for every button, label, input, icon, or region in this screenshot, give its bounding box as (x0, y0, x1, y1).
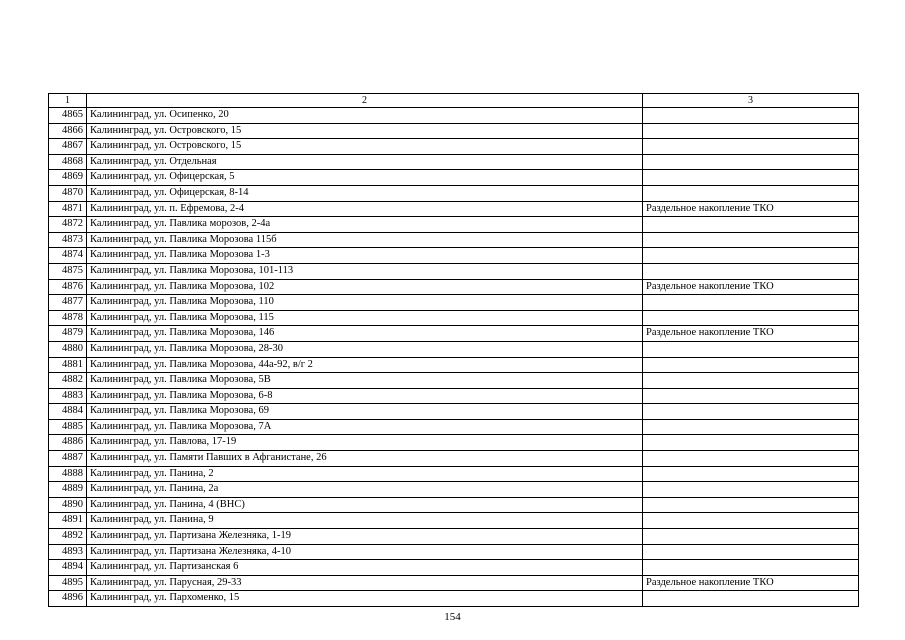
row-number-cell: 4896 (49, 591, 87, 607)
row-number-cell: 4879 (49, 326, 87, 342)
note-cell (643, 482, 859, 498)
note-cell (643, 232, 859, 248)
table-row (49, 279, 859, 295)
address-cell: Калининград, ул. Павлика Морозова 115б (87, 232, 643, 248)
row-number-cell: 4867 (49, 139, 87, 155)
table-row (49, 341, 859, 357)
row-number-cell: 4887 (49, 451, 87, 467)
note-cell (643, 513, 859, 529)
address-cell: Калининград, ул. Осипенко, 20 (87, 108, 643, 124)
row-number-cell: 4885 (49, 419, 87, 435)
note-cell (643, 591, 859, 607)
table-row (49, 482, 859, 498)
table-row (49, 591, 859, 607)
row-number-cell: 4882 (49, 373, 87, 389)
note-cell (643, 154, 859, 170)
address-cell: Калининград, ул. Панина, 4 (ВНС) (87, 497, 643, 513)
note-cell: Раздельное накопление ТКО (643, 279, 859, 295)
address-cell: Калининград, ул. Островского, 15 (87, 123, 643, 139)
note-cell (643, 497, 859, 513)
table-row (49, 466, 859, 482)
row-number-cell: 4881 (49, 357, 87, 373)
row-number-cell: 4872 (49, 217, 87, 233)
row-number-cell: 4865 (49, 108, 87, 124)
note-cell (643, 544, 859, 560)
table-row (49, 404, 859, 420)
row-number-cell: 4873 (49, 232, 87, 248)
note-cell: Раздельное накопление ТКО (643, 201, 859, 217)
address-cell: Калининград, ул. Пархоменко, 15 (87, 591, 643, 607)
table-row (49, 170, 859, 186)
table-row (49, 435, 859, 451)
address-cell: Калининград, ул. Офицерская, 5 (87, 170, 643, 186)
note-cell (643, 139, 859, 155)
table-row (49, 310, 859, 326)
note-cell: Раздельное накопление ТКО (643, 326, 859, 342)
table-row (49, 185, 859, 201)
registry-sheet (48, 93, 859, 607)
row-number-cell: 4870 (49, 185, 87, 201)
note-cell (643, 529, 859, 545)
table-row (49, 373, 859, 389)
row-number-cell: 4878 (49, 310, 87, 326)
address-cell: Калининград, ул. Павлова, 17-19 (87, 435, 643, 451)
row-number-cell: 4866 (49, 123, 87, 139)
registry-table-body (49, 94, 859, 607)
row-number-cell: 4876 (49, 279, 87, 295)
column-header-1: 1 (49, 94, 87, 108)
row-number-cell: 4868 (49, 154, 87, 170)
row-number-cell: 4877 (49, 295, 87, 311)
note-cell (643, 466, 859, 482)
table-row (49, 108, 859, 124)
address-cell: Калининград, ул. Парусная, 29-33 (87, 575, 643, 591)
row-number-cell: 4869 (49, 170, 87, 186)
table-row (49, 544, 859, 560)
address-cell: Калининград, ул. Павлика Морозова, 101-113 (87, 263, 643, 279)
table-row (49, 326, 859, 342)
row-number-cell: 4893 (49, 544, 87, 560)
address-cell: Калининград, ул. Панина, 9 (87, 513, 643, 529)
address-cell: Калининград, ул. Панина, 2а (87, 482, 643, 498)
note-cell (643, 108, 859, 124)
table-row (49, 248, 859, 264)
row-number-cell: 4895 (49, 575, 87, 591)
address-cell: Калининград, ул. Павлика Морозова, 6-8 (87, 388, 643, 404)
row-number-cell: 4874 (49, 248, 87, 264)
table-row (49, 419, 859, 435)
note-cell (643, 310, 859, 326)
address-cell: Калининград, ул. Павлика Морозова, 102 (87, 279, 643, 295)
address-cell: Калининград, ул. Партизанская 6 (87, 560, 643, 576)
row-number-cell: 4871 (49, 201, 87, 217)
note-cell (643, 451, 859, 467)
page-number: 154 (444, 611, 461, 623)
table-row (49, 357, 859, 373)
note-cell (643, 388, 859, 404)
address-cell: Калининград, ул. Павлика Морозова 1-3 (87, 248, 643, 264)
row-number-cell: 4883 (49, 388, 87, 404)
table-row (49, 575, 859, 591)
address-cell: Калининград, ул. Партизана Железняка, 1-19 (87, 529, 643, 545)
table-row (49, 154, 859, 170)
note-cell (643, 295, 859, 311)
table-row (49, 139, 859, 155)
note-cell (643, 419, 859, 435)
note-cell (643, 170, 859, 186)
address-cell: Калининград, ул. Островского, 15 (87, 139, 643, 155)
note-cell (643, 560, 859, 576)
address-cell: Калининград, ул. Павлика Морозова, 110 (87, 295, 643, 311)
table-row (49, 263, 859, 279)
note-cell (643, 435, 859, 451)
row-number-cell: 4888 (49, 466, 87, 482)
row-number-cell: 4894 (49, 560, 87, 576)
note-cell (643, 248, 859, 264)
table-row (49, 529, 859, 545)
note-cell (643, 217, 859, 233)
note-cell: Раздельное накопление ТКО (643, 575, 859, 591)
row-number-cell: 4880 (49, 341, 87, 357)
table-row (49, 232, 859, 248)
address-cell: Калининград, ул. Памяти Павших в Афганистане, 26 (87, 451, 643, 467)
table-row (49, 451, 859, 467)
table-row (49, 295, 859, 311)
note-cell (643, 404, 859, 420)
note-cell (643, 123, 859, 139)
column-header-3: 3 (643, 94, 859, 108)
address-cell: Калининград, ул. Павлика Морозова, 28-30 (87, 341, 643, 357)
table-row (49, 497, 859, 513)
address-cell: Калининград, ул. Партизана Железняка, 4-10 (87, 544, 643, 560)
address-cell: Калининград, ул. Панина, 2 (87, 466, 643, 482)
table-row (49, 217, 859, 233)
table-row (49, 560, 859, 576)
note-cell (643, 341, 859, 357)
address-registry-table (48, 93, 859, 607)
address-cell: Калининград, ул. Офицерская, 8-14 (87, 185, 643, 201)
table-row (49, 123, 859, 139)
note-cell (643, 373, 859, 389)
address-cell: Калининград, ул. Павлика Морозова, 115 (87, 310, 643, 326)
note-cell (643, 185, 859, 201)
address-cell: Калининград, ул. Павлика Морозова, 44а-92, в/г 2 (87, 357, 643, 373)
address-cell: Калининград, ул. Павлика Морозова, 146 (87, 326, 643, 342)
address-cell: Калининград, ул. Отдельная (87, 154, 643, 170)
table-row (49, 513, 859, 529)
row-number-cell: 4884 (49, 404, 87, 420)
address-cell: Калининград, ул. Павлика Морозова, 5В (87, 373, 643, 389)
row-number-cell: 4875 (49, 263, 87, 279)
row-number-cell: 4892 (49, 529, 87, 545)
column-header-2: 2 (87, 94, 643, 108)
row-number-cell: 4890 (49, 497, 87, 513)
address-cell: Калининград, ул. Павлика морозов, 2-4а (87, 217, 643, 233)
row-number-cell: 4889 (49, 482, 87, 498)
row-number-cell: 4886 (49, 435, 87, 451)
address-cell: Калининград, ул. п. Ефремова, 2-4 (87, 201, 643, 217)
note-cell (643, 357, 859, 373)
table-row (49, 201, 859, 217)
address-cell: Калининград, ул. Павлика Морозова, 69 (87, 404, 643, 420)
column-number-header-row (49, 94, 859, 108)
note-cell (643, 263, 859, 279)
table-row (49, 388, 859, 404)
address-cell: Калининград, ул. Павлика Морозова, 7А (87, 419, 643, 435)
row-number-cell: 4891 (49, 513, 87, 529)
